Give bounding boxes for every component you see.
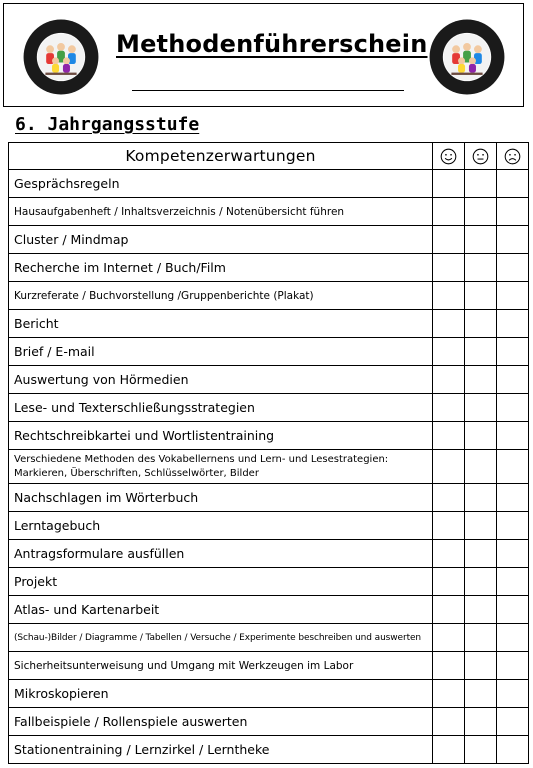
grade-heading: 6. Jahrgangsstufe (15, 114, 200, 135)
competence-label: Recherche im Internet / Buch/Film (9, 254, 433, 282)
rating-cell-sad[interactable] (497, 310, 529, 338)
table-row (9, 394, 529, 422)
table-row (9, 708, 529, 736)
table-row (9, 366, 529, 394)
name-line[interactable] (132, 90, 404, 91)
competence-label: Verschiedene Methoden des Vokabellernens und Lern- und Lesestrategien: Markieren, Überschriften, Schlüsselwörter, Bilder (9, 450, 433, 484)
document-title: Methodenführerschein (116, 30, 428, 58)
table-row (9, 198, 529, 226)
column-header-competences: Kompetenzerwartungen (9, 143, 433, 170)
competence-label: Auswertung von Hörmedien (9, 366, 433, 394)
rating-cell-happy[interactable] (433, 652, 465, 680)
competence-label: Lese- und Texterschließungsstrategien (9, 394, 433, 422)
rating-cell-neutral[interactable] (465, 422, 497, 450)
table-row (9, 254, 529, 282)
rating-cell-sad[interactable] (497, 596, 529, 624)
competence-label: Brief / E-mail (9, 338, 433, 366)
rating-cell-happy[interactable] (433, 226, 465, 254)
rating-cell-happy[interactable] (433, 450, 465, 484)
table-row (9, 652, 529, 680)
rating-cell-neutral[interactable] (465, 624, 497, 652)
table-row (9, 736, 529, 764)
rating-cell-sad[interactable] (497, 484, 529, 512)
rating-cell-neutral[interactable] (465, 568, 497, 596)
rating-cell-neutral[interactable] (465, 310, 497, 338)
rating-cell-neutral[interactable] (465, 680, 497, 708)
rating-cell-sad[interactable] (497, 652, 529, 680)
school-logo (22, 18, 100, 96)
rating-cell-neutral[interactable] (465, 652, 497, 680)
table-row (9, 450, 529, 484)
rating-cell-sad[interactable] (497, 624, 529, 652)
rating-cell-neutral[interactable] (465, 708, 497, 736)
rating-cell-neutral[interactable] (465, 540, 497, 568)
rating-cell-sad[interactable] (497, 512, 529, 540)
competence-table (8, 142, 529, 764)
rating-cell-happy[interactable] (433, 198, 465, 226)
table-row (9, 282, 529, 310)
rating-cell-sad[interactable] (497, 170, 529, 198)
rating-cell-neutral[interactable] (465, 198, 497, 226)
competence-label: Kurzreferate / Buchvorstellung /Gruppenberichte (Plakat) (9, 282, 433, 310)
competence-label: Gesprächsregeln (9, 170, 433, 198)
rating-cell-sad[interactable] (497, 366, 529, 394)
rating-cell-sad[interactable] (497, 254, 529, 282)
rating-cell-happy[interactable] (433, 254, 465, 282)
rating-cell-sad[interactable] (497, 450, 529, 484)
rating-cell-sad[interactable] (497, 422, 529, 450)
rating-cell-happy[interactable] (433, 282, 465, 310)
rating-cell-happy[interactable] (433, 708, 465, 736)
competence-label: Fallbeispiele / Rollenspiele auswerten (9, 708, 433, 736)
rating-cell-sad[interactable] (497, 568, 529, 596)
rating-cell-happy[interactable] (433, 680, 465, 708)
competence-label: Atlas- und Kartenarbeit (9, 596, 433, 624)
rating-cell-neutral[interactable] (465, 282, 497, 310)
rating-cell-sad[interactable] (497, 680, 529, 708)
competence-label: Lerntagebuch (9, 512, 433, 540)
rating-cell-neutral[interactable] (465, 254, 497, 282)
rating-cell-happy[interactable] (433, 170, 465, 198)
header-box (3, 3, 524, 107)
smiley-neutral-icon (465, 143, 497, 170)
rating-cell-neutral[interactable] (465, 338, 497, 366)
rating-cell-happy[interactable] (433, 512, 465, 540)
rating-cell-happy[interactable] (433, 422, 465, 450)
rating-cell-sad[interactable] (497, 708, 529, 736)
competence-label: Stationentraining / Lernzirkel / Lerntheke (9, 736, 433, 764)
table-row (9, 512, 529, 540)
rating-cell-neutral[interactable] (465, 226, 497, 254)
rating-cell-neutral[interactable] (465, 596, 497, 624)
smiley-happy-icon (433, 143, 465, 170)
table-row (9, 680, 529, 708)
table-row (9, 596, 529, 624)
competence-label: Nachschlagen im Wörterbuch (9, 484, 433, 512)
rating-cell-happy[interactable] (433, 484, 465, 512)
competence-label: Mikroskopieren (9, 680, 433, 708)
table-row (9, 568, 529, 596)
school-logo (428, 18, 506, 96)
rating-cell-sad[interactable] (497, 736, 529, 764)
rating-cell-sad[interactable] (497, 198, 529, 226)
competence-label: Antragsformulare ausfüllen (9, 540, 433, 568)
rating-cell-happy[interactable] (433, 568, 465, 596)
rating-cell-neutral[interactable] (465, 170, 497, 198)
competence-label: Hausaufgabenheft / Inhaltsverzeichnis / Notenübersicht führen (9, 198, 433, 226)
rating-cell-neutral[interactable] (465, 736, 497, 764)
rating-cell-sad[interactable] (497, 540, 529, 568)
competence-label: (Schau-)Bilder / Diagramme / Tabellen / Versuche / Experimente beschreiben und auswerten (9, 624, 433, 652)
rating-cell-happy[interactable] (433, 736, 465, 764)
rating-cell-happy[interactable] (433, 624, 465, 652)
table-row (9, 484, 529, 512)
table-row (9, 624, 529, 652)
rating-cell-neutral[interactable] (465, 394, 497, 422)
competence-label: Cluster / Mindmap (9, 226, 433, 254)
table-header-row (9, 143, 529, 170)
competence-label: Bericht (9, 310, 433, 338)
table-row (9, 310, 529, 338)
rating-cell-sad[interactable] (497, 226, 529, 254)
rating-cell-sad[interactable] (497, 282, 529, 310)
competence-label: Projekt (9, 568, 433, 596)
table-row (9, 540, 529, 568)
table-row (9, 422, 529, 450)
rating-cell-sad[interactable] (497, 338, 529, 366)
rating-cell-happy[interactable] (433, 338, 465, 366)
rating-cell-happy[interactable] (433, 310, 465, 338)
rating-cell-neutral[interactable] (465, 366, 497, 394)
table-row (9, 338, 529, 366)
rating-cell-happy[interactable] (433, 366, 465, 394)
rating-cell-neutral[interactable] (465, 450, 497, 484)
rating-cell-happy[interactable] (433, 394, 465, 422)
rating-cell-happy[interactable] (433, 596, 465, 624)
table-row (9, 226, 529, 254)
competence-label: Rechtschreibkartei und Wortlistentraining (9, 422, 433, 450)
competence-label: Sicherheitsunterweisung und Umgang mit Werkzeugen im Labor (9, 652, 433, 680)
rating-cell-happy[interactable] (433, 540, 465, 568)
smiley-sad-icon (497, 143, 529, 170)
rating-cell-sad[interactable] (497, 394, 529, 422)
rating-cell-neutral[interactable] (465, 512, 497, 540)
table-row (9, 170, 529, 198)
rating-cell-neutral[interactable] (465, 484, 497, 512)
